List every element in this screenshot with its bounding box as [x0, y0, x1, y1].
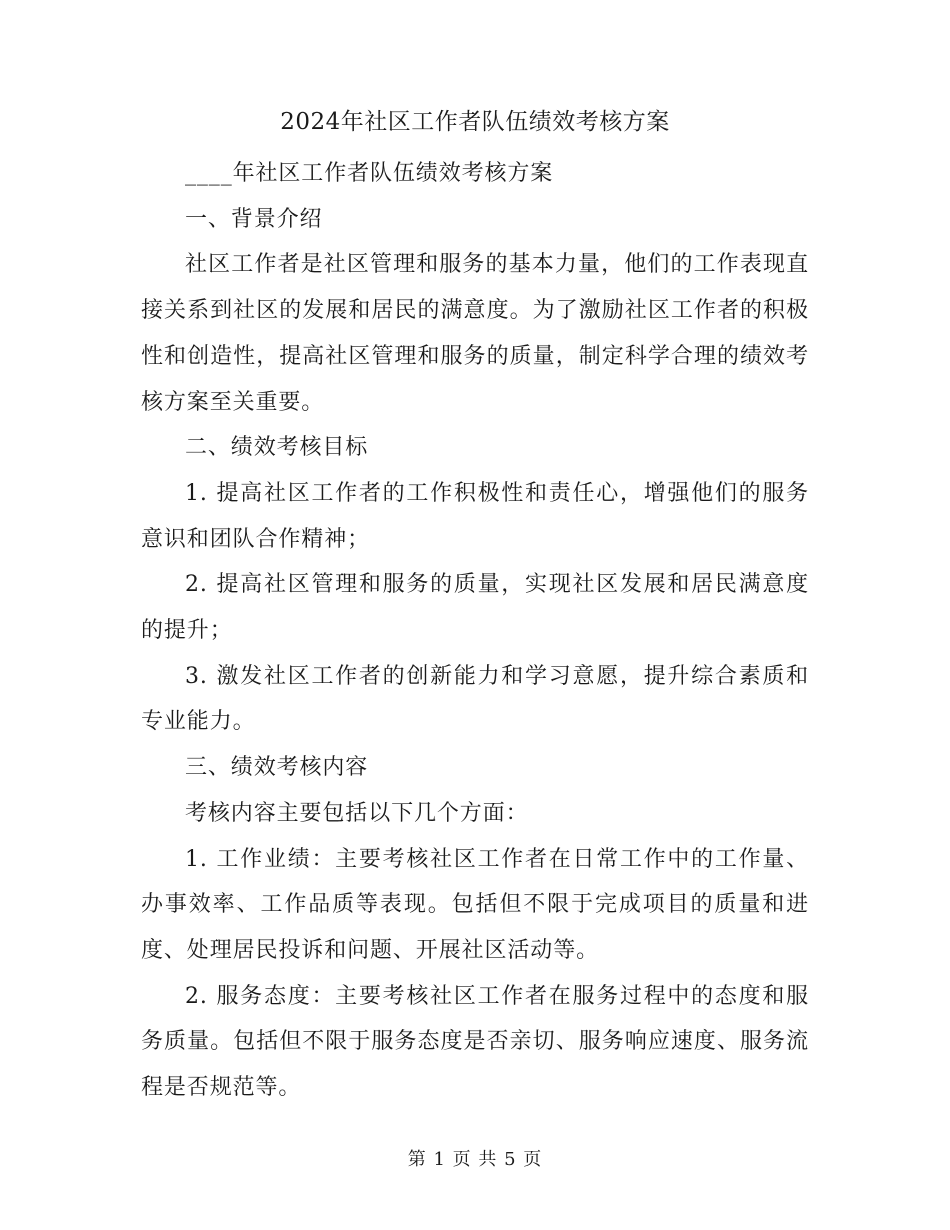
paragraph-subtitle: ____年社区工作者队伍绩效考核方案	[185, 161, 554, 186]
content-item-2: 2. 服务态度：主要考核社区工作者在服务过程中的态度和服务质量。包括但不限于服务态度是否亲切、服务响应速度、服务流程是否规范等。	[141, 983, 809, 1101]
page-number-label: 第 1 页 共 5 页	[407, 1149, 543, 1170]
page-footer	[0, 1146, 950, 1174]
heading-background: 一、背景介绍	[185, 206, 323, 232]
goal-item-3: 3. 激发社区工作者的创新能力和学习意愿，提升综合素质和专业能力。	[141, 663, 809, 735]
document-title: 2024年社区工作者队伍绩效考核方案	[280, 109, 670, 135]
content-item-1: 1. 工作业绩：主要考核社区工作者在日常工作中的工作量、办事效率、工作品质等表现。包括但不限于完成项目的质量和进度、处理居民投诉和问题、开展社区活动等。	[141, 846, 809, 963]
paragraph-background: 社区工作者是社区管理和服务的基本力量，他们的工作表现直接关系到社区的发展和居民的满意度。为了激励社区工作者的积极性和创造性，提高社区管理和服务的质量，制定科学合理的绩效考核方案至关重要。	[141, 252, 809, 415]
goal-item-2: 2. 提高社区管理和服务的质量，实现社区发展和居民满意度的提升；	[141, 572, 809, 644]
heading-goals: 二、绩效考核目标	[185, 435, 369, 461]
heading-content: 三、绩效考核内容	[185, 755, 369, 781]
goal-item-1: 1. 提高社区工作者的工作积极性和责任心，增强他们的服务意识和团队合作精神；	[141, 480, 809, 552]
document-body	[141, 151, 809, 1111]
paragraph-content-intro: 考核内容主要包括以下几个方面：	[185, 800, 529, 826]
